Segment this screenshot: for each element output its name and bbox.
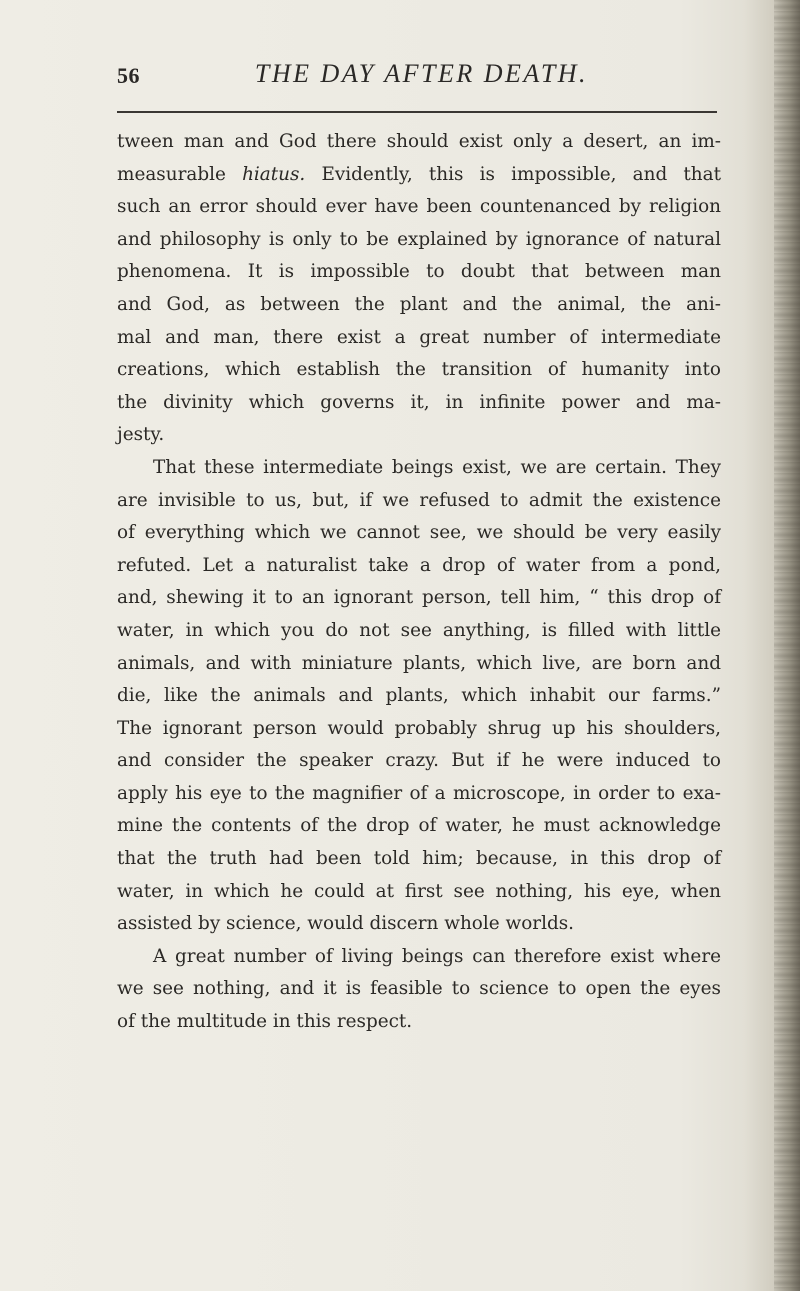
text-line: and consider the speaker crazy. But if he were induced to (117, 750, 721, 772)
page-header (117, 59, 726, 95)
text-line: creations, which establish the transition of humanity into (117, 359, 721, 381)
text-line: assisted by science, would discern whole worlds. (117, 913, 575, 935)
text-line (117, 159, 721, 192)
text-line: animals, and with miniature plants, which live, are born and (117, 652, 721, 674)
text-line: That these intermediate beings exist, we are certain. They (153, 456, 721, 478)
text-line: phenomena. It is impossible to doubt that between man (117, 261, 721, 283)
text-line: and, shewing it to an ignorant person, tell him, “ this drop of (117, 587, 721, 609)
running-title: THE DAY AFTER DEATH. (254, 59, 589, 88)
text-line: we see nothing, and it is feasible to science to open the eyes (117, 978, 721, 1000)
text-line: mine the contents of the drop of water, he must acknowledge (117, 815, 721, 837)
text-line: of the multitude in this respect. (117, 1011, 413, 1033)
text-line: A great number of living beings can therefore exist where (153, 945, 721, 967)
text-line: are invisible to us, but, if we refused to admit the existence (117, 489, 721, 511)
page-edge (774, 0, 800, 1291)
body-text (117, 126, 721, 1039)
text-line: of everything which we cannot see, we should be very easily (117, 522, 721, 544)
text-line: refuted. Let a naturalist take a drop of water from a pond, (117, 554, 721, 576)
text-line: and philosophy is only to be explained by ignorance of natural (117, 228, 721, 250)
text-line: apply his eye to the magnifier of a microscope, in order to exa- (117, 782, 721, 804)
text-line: mal and man, there exist a great number of intermediate (117, 326, 721, 348)
header-rule (117, 111, 717, 113)
text-line: die, like the animals and plants, which inhabit our farms.” (117, 685, 721, 707)
text-line: the divinity which governs it, in infinite power and ma- (117, 391, 721, 413)
text-line: and God, as between the plant and the animal, the ani- (117, 293, 721, 315)
page-number: 56 (117, 63, 140, 88)
line-with-italic: measurable hiatus. Evidently, this is impossible, and that (117, 163, 722, 185)
text-line: water, in which you do not see anything, is filled with little (117, 619, 721, 641)
text-line: water, in which he could at first see nothing, his eye, when (117, 880, 721, 902)
text-line: that the truth had been told him; because, in this drop of (117, 848, 721, 870)
text-line: tween man and God there should exist only a desert, an im- (117, 131, 721, 152)
text-line: such an error should ever have been countenanced by religion (117, 196, 721, 218)
text-line: The ignorant person would probably shrug up his shoulders, (117, 717, 721, 739)
italic-word: hiatus. (242, 163, 306, 185)
text-line: jesty. (117, 424, 165, 446)
